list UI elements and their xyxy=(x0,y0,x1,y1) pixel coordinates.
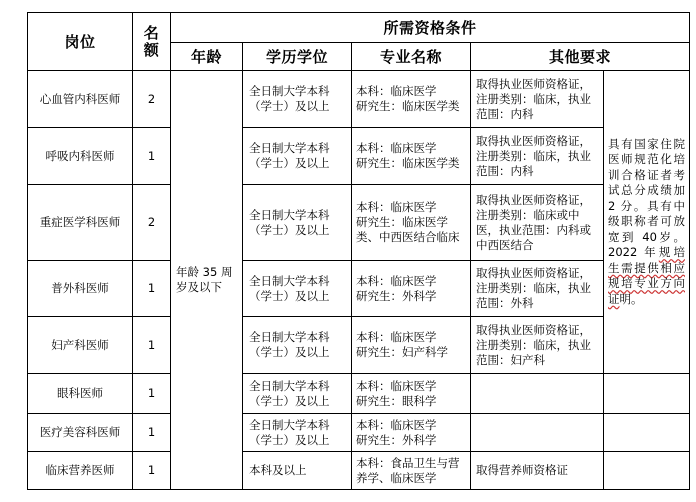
position-cell: 呼吸内科医师 xyxy=(28,128,133,185)
quota-cell: 2 xyxy=(133,71,171,128)
other-note-c: 明。 xyxy=(619,291,643,306)
requirement-cell: 取得执业医师资格证， 注册类别：临床，执业 范围：内科 xyxy=(471,71,604,128)
requirement-cell xyxy=(471,374,604,414)
position-cell: 重症医学科医师 xyxy=(28,185,133,261)
quota-cell: 1 xyxy=(133,128,171,185)
table-row xyxy=(28,414,690,452)
position-cell: 妇产科医师 xyxy=(28,317,133,374)
education-cell: 全日制大学本科 （学士）及以上 xyxy=(243,261,352,317)
quota-cell: 1 xyxy=(133,414,171,452)
major-cell: 本科：临床医学 研究生：妇产科学 xyxy=(352,317,471,374)
requirement-cell: 取得执业医师资格证， 注册类别：临床，执业 范围：内科 xyxy=(471,128,604,185)
table-row xyxy=(28,317,690,374)
quota-cell: 2 xyxy=(133,185,171,261)
table-row xyxy=(28,374,690,414)
education-cell: 全日制大学本科 （学士）及以上 xyxy=(243,128,352,185)
recruitment-table xyxy=(27,12,690,490)
quota-cell: 1 xyxy=(133,374,171,414)
position-cell: 医疗美容科医师 xyxy=(28,414,133,452)
header-quota: 名额 xyxy=(133,13,171,71)
header-age: 年龄 xyxy=(171,43,243,71)
other-note-b: 规培生需提供相应规培专业方向证 xyxy=(608,245,685,306)
empty-cell xyxy=(604,452,690,490)
major-cell: 本科：临床医学 研究生：临床医学类 xyxy=(352,71,471,128)
position-cell: 普外科医师 xyxy=(28,261,133,317)
quota-cell: 1 xyxy=(133,317,171,374)
education-cell: 全日制大学本科 （学士）及以上 xyxy=(243,317,352,374)
empty-cell xyxy=(604,374,690,414)
table-row xyxy=(28,452,690,490)
major-cell: 本科：临床医学 研究生：临床医学类 xyxy=(352,128,471,185)
education-cell: 全日制大学本科 （学士）及以上 xyxy=(243,414,352,452)
major-cell: 本科：临床医学 研究生：眼科学 xyxy=(352,374,471,414)
position-cell: 临床营养医师 xyxy=(28,452,133,490)
other-note xyxy=(604,71,690,374)
table-row xyxy=(28,71,690,128)
table-row xyxy=(28,128,690,185)
header-other: 其他要求 xyxy=(471,43,690,71)
requirement-cell xyxy=(471,414,604,452)
quota-cell: 1 xyxy=(133,261,171,317)
requirement-cell: 取得执业医师资格证， 注册类别：临床，执业 范围：外科 xyxy=(471,261,604,317)
header-position: 岗位 xyxy=(28,13,133,71)
major-cell: 本科：临床医学 研究生：临床医学 类、中西医结合临床 xyxy=(352,185,471,261)
header-major: 专业名称 xyxy=(352,43,471,71)
empty-cell xyxy=(604,414,690,452)
other-note-a: 具有国家住院医师规范化培训合格证者考试总分成绩加 2 分。具有中级职称者可放宽到 40岁。2022 年 xyxy=(608,136,685,260)
quota-cell: 1 xyxy=(133,452,171,490)
table-row xyxy=(28,261,690,317)
education-cell: 全日制大学本科 （学士）及以上 xyxy=(243,185,352,261)
requirement-cell: 取得营养师资格证 xyxy=(471,452,604,490)
age-requirement: 年龄 35 周岁及以下 xyxy=(171,71,243,490)
header-education: 学历学位 xyxy=(243,43,352,71)
education-cell: 全日制大学本科 （学士）及以上 xyxy=(243,374,352,414)
major-cell: 本科：食品卫生与营 养学、临床医学 xyxy=(352,452,471,490)
table-row xyxy=(28,185,690,261)
requirement-cell: 取得执业医师资格证， 注册类别：临床，执业 范围：妇产科 xyxy=(471,317,604,374)
major-cell: 本科：临床医学 研究生：外科学 xyxy=(352,261,471,317)
header-qualifications: 所需资格条件 xyxy=(171,13,690,43)
major-cell: 本科：临床医学 研究生：外科学 xyxy=(352,414,471,452)
position-cell: 眼科医师 xyxy=(28,374,133,414)
education-cell: 全日制大学本科 （学士）及以上 xyxy=(243,71,352,128)
education-cell: 本科及以上 xyxy=(243,452,352,490)
requirement-cell: 取得执业医师资格证， 注册类别：临床或中 医，执业范围：内科或 中西医结合 xyxy=(471,185,604,261)
position-cell: 心血管内科医师 xyxy=(28,71,133,128)
